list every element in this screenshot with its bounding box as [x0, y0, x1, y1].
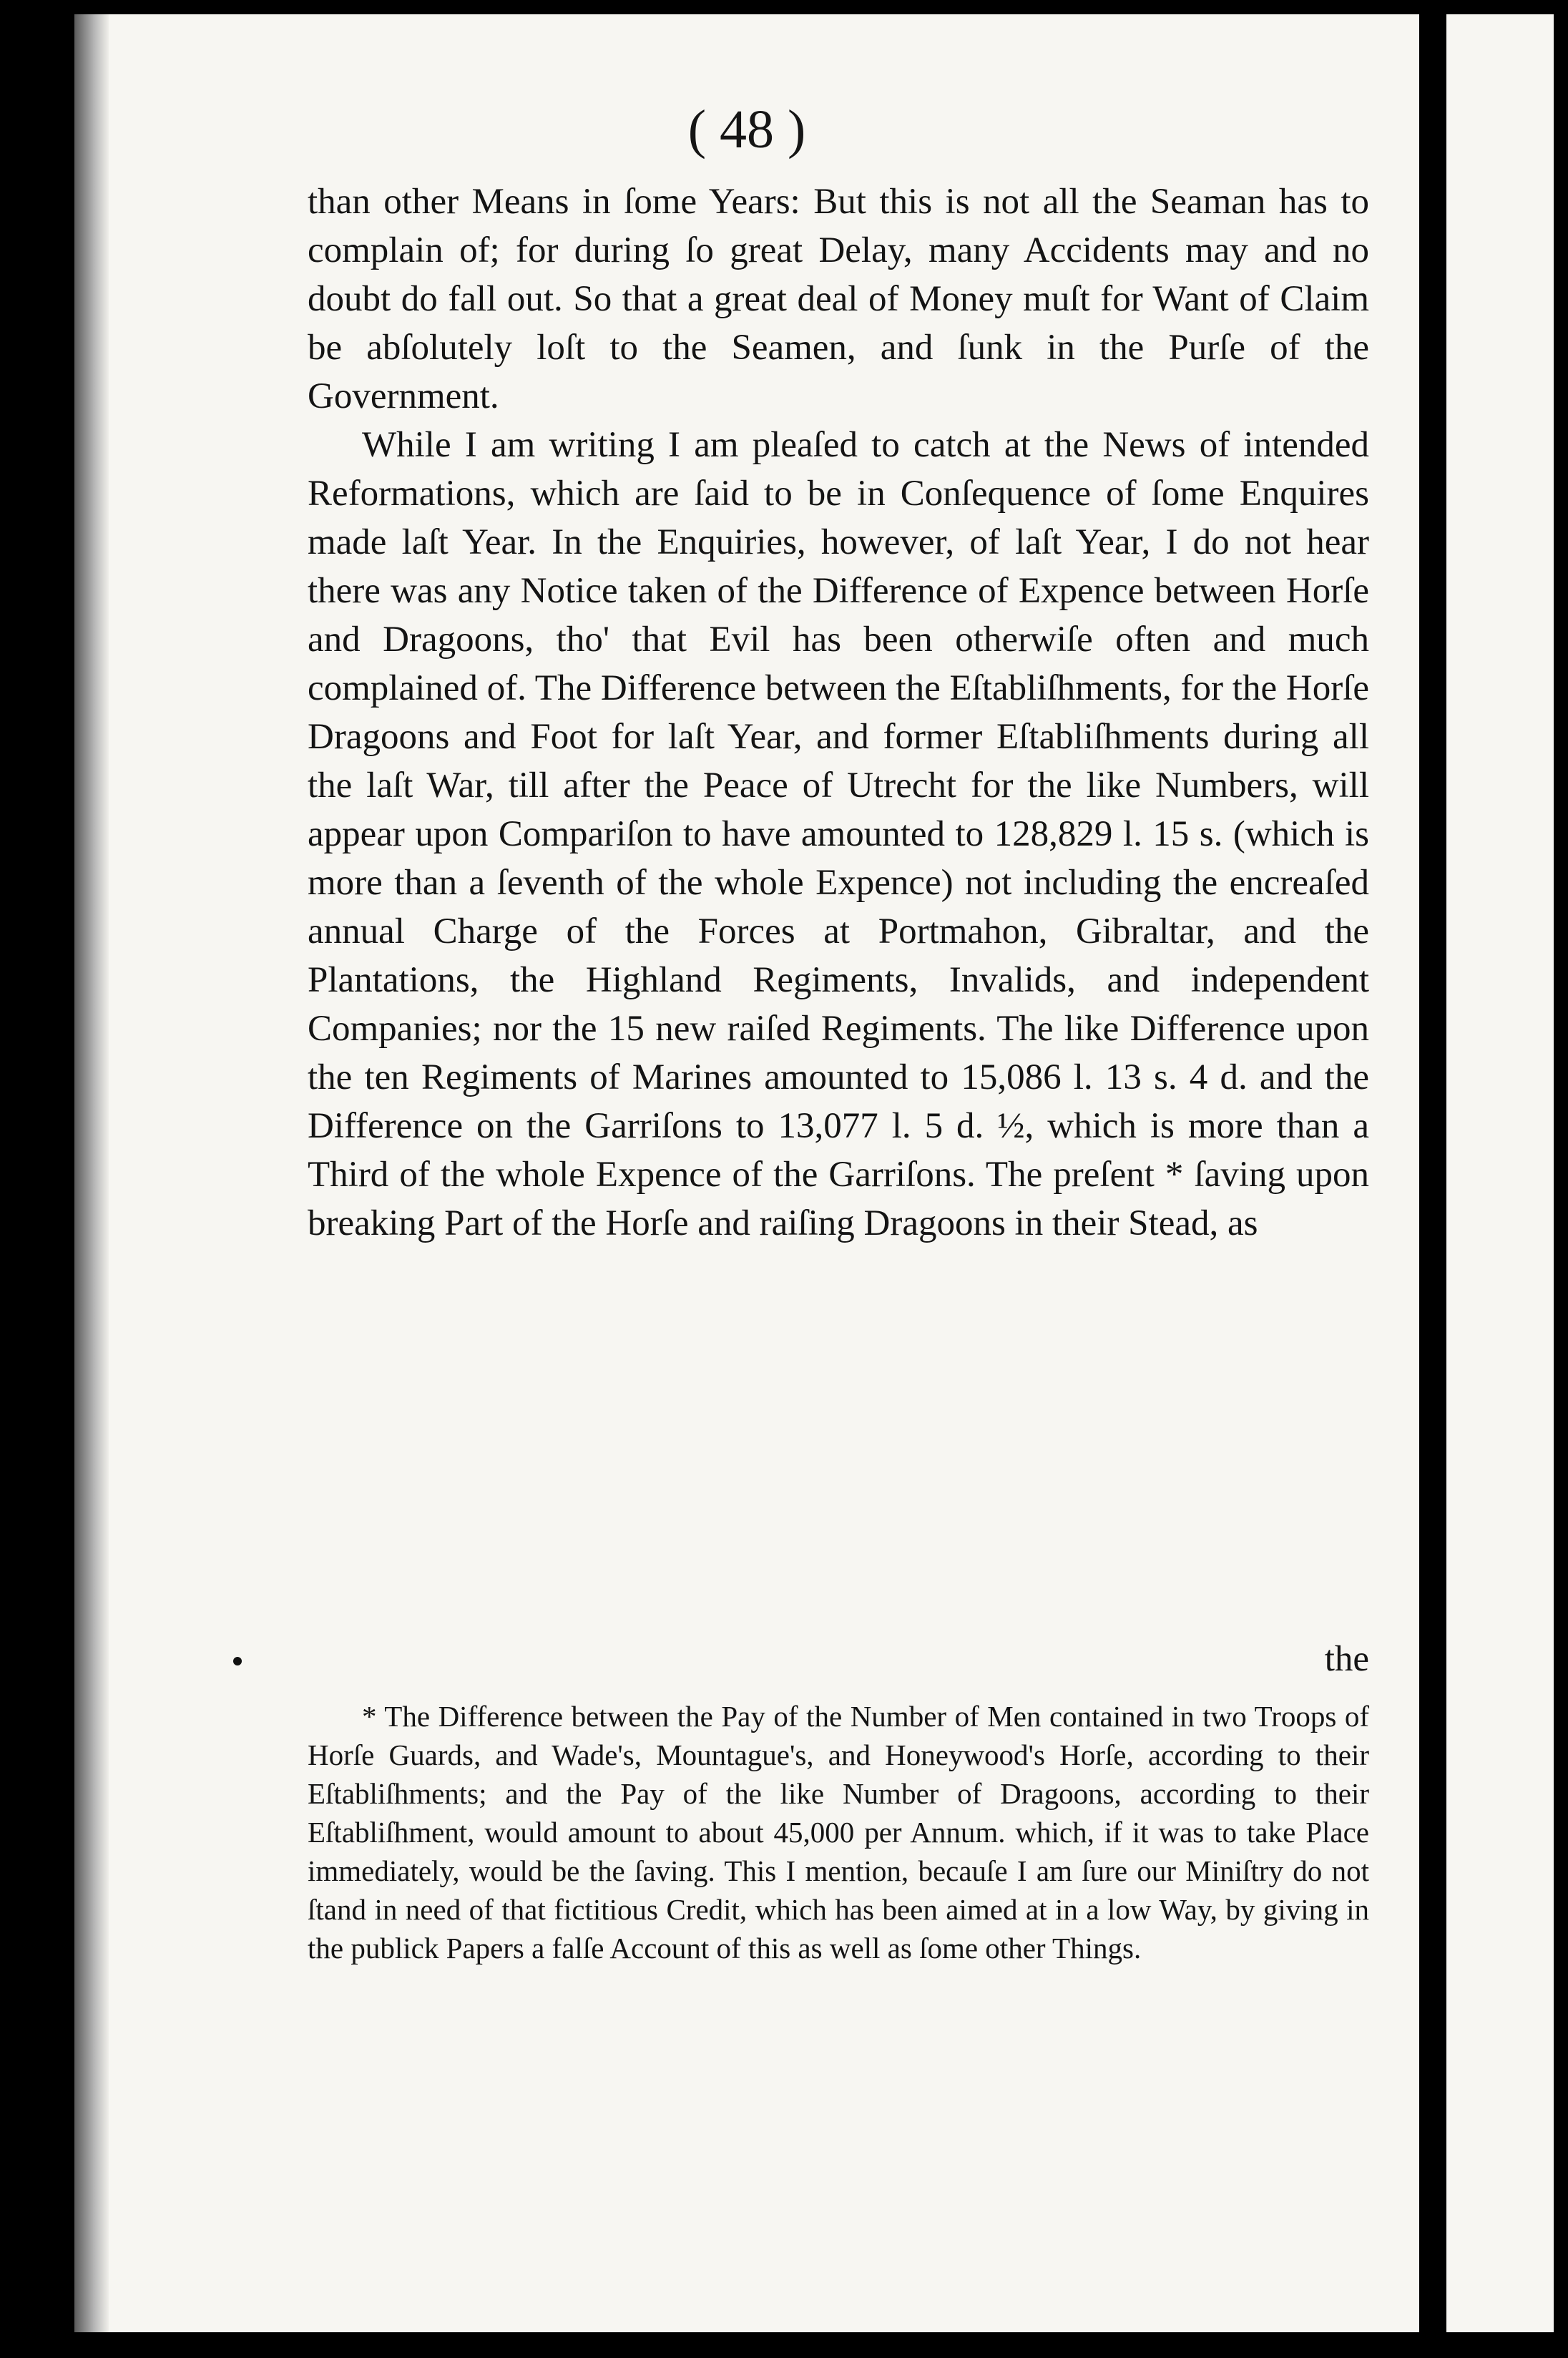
margin-mark [233, 1657, 242, 1665]
book-page [74, 14, 1419, 2332]
catchword: the [1324, 1639, 1369, 1679]
footnote: * The Difference between the Pay of the Number of Men contained in two Troops of Horſe Guards, and Wade's, Mountague's, and Honeywood's Horſe, according to their Eſtabliſhments; and the Pay of the like Number of Dragoons, according to their Eſtabliſhment, would amount to about 45,000 per Annum. which, if it was to take Place immediately, would be the ſaving. This I mention, becauſe I am ſure our Miniſtry do not ſtand in need of that fictitious Credit, which has been aimed at in a low Way, by giving in the publick Papers a falſe Account of this as well as ſome other Things. [308, 1700, 1369, 1965]
paragraph-1: than other Means in ſome Years: But this is not all the Seaman has to complain of; for during ſo great Delay, many Accidents may and no doubt do fall out. So that a great deal of Money muſt for Want of Claim be abſolutely loſt to the Seamen, and ſunk in the Purſe of the Government. [308, 182, 1369, 416]
paragraph-2: While I am writing I am pleaſed to catch at the News of intended Reformations, which are ſaid to be in Conſequence of ſome Enquires made laſt Year. In the Enquiries, however, of laſt Year, I do not hear there was any Notice taken of the Difference of Expence between Horſe and Dragoons, tho' that Evil has been otherwiſe often and much complained of. The Difference between the Eſtabliſhments, for the Horſe Dragoons and Foot for laſt Year, and former Eſtabliſhments during all the laſt War, till after the Peace of Utrecht for the like Numbers, will appear upon Compariſon to have amounted to 128,829 l. 15 s. (which is more than a ſeventh of the whole Expence) not including the encreaſed annual Charge of the Forces at Portmahon, Gibraltar, and the Plantations, the Highland Regiments, Invalids, and independent Companies; nor the 15 new raiſed Regiments. The like Difference upon the ten Regiments of Marines amounted to 15,086 l. 13 s. 4 d. and the Difference on the Garriſons to 13,077 l. 5 d. ½, which is more than a Third of the whole Expence of the Garriſons. The preſent * ſaving upon breaking Part of the Horſe and raiſing Dragoons in their Stead, as [308, 425, 1369, 1243]
binding-gutter [74, 14, 109, 2332]
adjacent-page-edge [1446, 14, 1554, 2332]
page-number: ( 48 ) [687, 99, 806, 160]
main-text [308, 177, 1369, 1248]
